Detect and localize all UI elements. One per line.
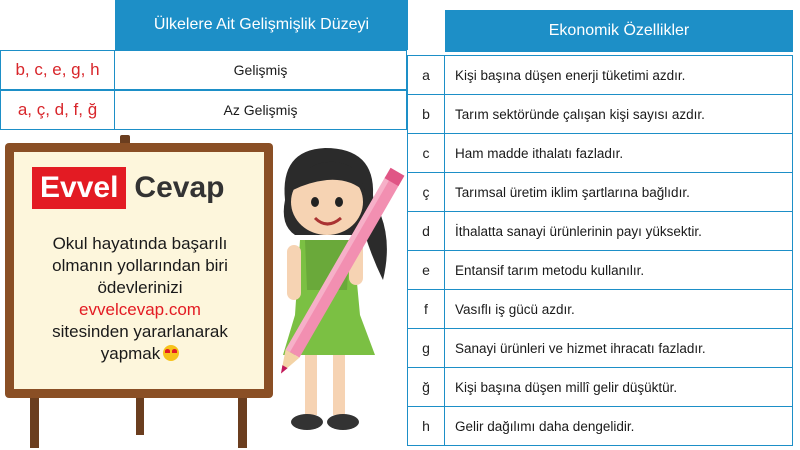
evvelcevap-logo: [32, 167, 224, 209]
feature-key: g: [408, 329, 445, 367]
country-codes: a, ç, d, f, ğ: [0, 90, 115, 130]
feature-text: Sanayi ürünleri ve hizmet ihracatı fazladır.: [455, 340, 706, 356]
message-line: sitesinden yararlanarak: [52, 322, 228, 341]
easel-leg-right: [238, 390, 247, 448]
economic-features-header: Ekonomik Özellikler: [445, 10, 793, 52]
table-row: [407, 211, 793, 250]
feature-text: Tarım sektöründe çalışan kişi sayısı azdır.: [455, 106, 705, 122]
development-level: Gelişmiş: [115, 50, 407, 90]
easel-leg-left: [30, 390, 39, 448]
table-row: [407, 133, 793, 172]
table-row: [407, 172, 793, 211]
table-row: [0, 50, 408, 90]
economic-features-table: [407, 55, 793, 446]
feature-key: c: [408, 134, 445, 172]
feature-key: e: [408, 251, 445, 289]
message-line: yapmak: [100, 344, 161, 363]
feature-key: d: [408, 212, 445, 250]
feature-key: ğ: [408, 368, 445, 406]
table-row: [407, 406, 793, 446]
development-level-header: Ülkelere Ait Gelişmişlik Düzeyi: [115, 0, 408, 50]
feature-key: b: [408, 95, 445, 133]
message-line: ödevlerinizi: [97, 278, 183, 297]
table-row: [407, 367, 793, 406]
feature-key: h: [408, 407, 445, 445]
feature-text: Vasıflı iş gücü azdır.: [455, 301, 575, 317]
table-row: [407, 289, 793, 328]
table-row: [407, 250, 793, 289]
board-message: [20, 233, 260, 365]
feature-text: Kişi başına düşen enerji tüketimi azdır.: [455, 67, 686, 83]
country-codes: b, c, e, g, h: [0, 50, 115, 90]
table-row: [407, 328, 793, 367]
feature-key: f: [408, 290, 445, 328]
message-line: Okul hayatında başarılı: [52, 234, 228, 253]
website-link[interactable]: evvelcevap.com: [79, 300, 201, 319]
development-level: Az Gelişmiş: [115, 90, 407, 130]
feature-key: ç: [408, 173, 445, 211]
message-line: olmanın yollarından biri: [52, 256, 228, 275]
feature-text: Entansif tarım metodu kullanılır.: [455, 262, 645, 278]
feature-key: a: [408, 56, 445, 94]
logo-part-1: Evvel: [32, 167, 126, 209]
feature-text: Gelir dağılımı daha dengelidir.: [455, 418, 635, 434]
feature-text: İthalatta sanayi ürünlerinin payı yüksektir.: [455, 223, 702, 239]
logo-part-2: Cevap: [134, 171, 225, 204]
feature-text: Tarımsal üretim iklim şartlarına bağlıdır.: [455, 184, 690, 200]
heart-eyes-emoji-icon: [163, 345, 179, 361]
table-row: [407, 55, 793, 94]
table-row: [407, 94, 793, 133]
feature-text: Ham madde ithalatı fazladır.: [455, 145, 624, 161]
table-row: [0, 90, 408, 130]
easel-board: [0, 135, 290, 450]
girl-with-pencil-illustration: [265, 140, 405, 450]
feature-text: Kişi başına düşen millî gelir düşüktür.: [455, 379, 678, 395]
